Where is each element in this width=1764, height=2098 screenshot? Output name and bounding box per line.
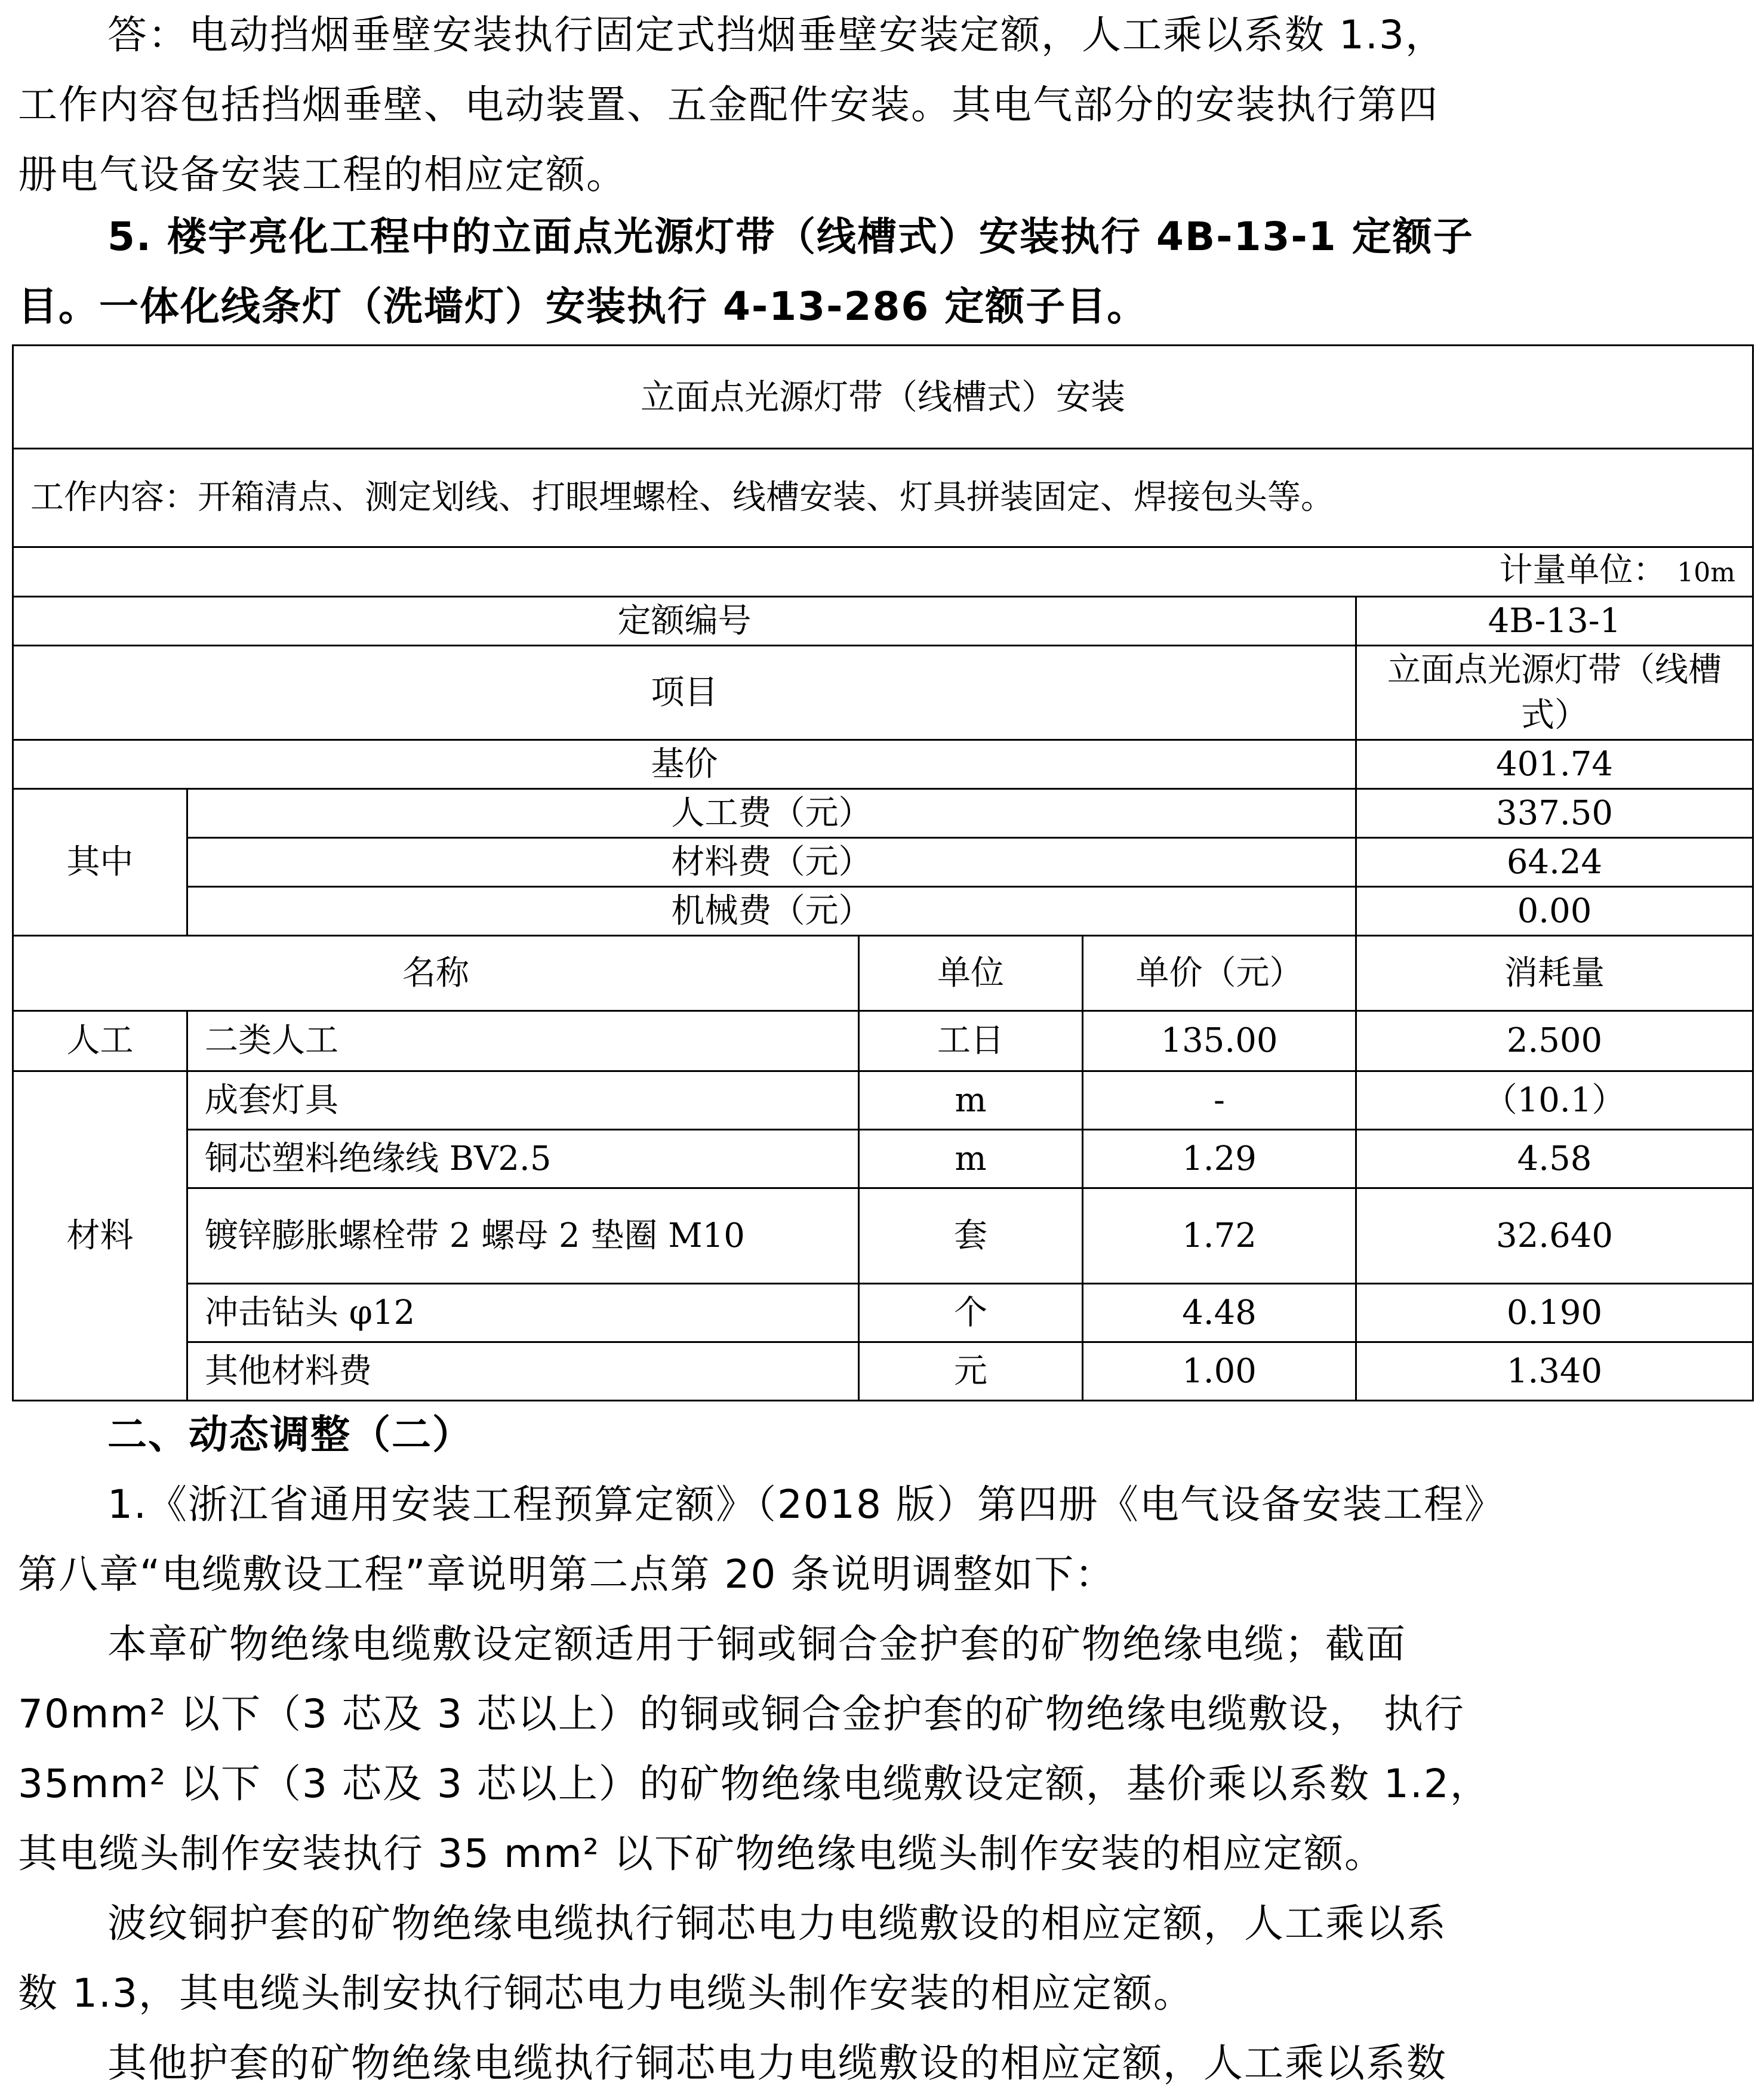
table-row [13,1011,1753,1071]
material-unit: 个 [859,1284,1083,1342]
header-price: 单价（元） [1083,936,1356,1011]
material-name: 镀锌膨胀螺栓带 2 螺母 2 垫圈 M10 [187,1188,859,1284]
answer-line-3: 册电气设备安装工程的相应定额。 [18,152,627,198]
adjustment-2-line-2: 70mm² 以下（3 芯及 3 芯以上）的铜或铜合金护套的矿物绝缘电缆敷设， 执行 [18,1691,1465,1737]
code-label: 定额编号 [13,597,1356,646]
material-name: 铜芯塑料绝缘线 BV2.5 [187,1130,859,1188]
base-price-value: 401.74 [1356,740,1753,789]
answer-line-2: 工作内容包括挡烟垂壁、电动装置、五金配件安装。其电气部分的安装执行第四 [18,82,1439,128]
item-5-paragraph [18,202,1737,341]
material-price: 1.72 [1083,1188,1356,1284]
work-content: 工作内容：开箱清点、测定划线、打眼埋螺栓、线槽安装、灯具拼装固定、焊接包头等。 [13,449,1753,547]
labor-cost-label: 人工费（元） [187,789,1356,838]
material-consumption: 32.640 [1356,1188,1753,1284]
adjustment-4-line-1: 其他护套的矿物绝缘电缆执行铜芯电力电缆敷设的相应定额，人工乘以系数 [107,2040,1447,2086]
material-unit: 元 [859,1342,1083,1401]
header-name: 名称 [13,936,859,1011]
material-group-label: 材料 [13,1071,187,1401]
of-which-label: 其中 [13,789,187,936]
adjustment-2-line-1: 本章矿物绝缘电缆敷设定额适用于铜或铜合金护套的矿物绝缘电缆；截面 [107,1621,1406,1667]
material-price: 1.00 [1083,1342,1356,1401]
material-unit: m [859,1071,1083,1130]
material-price: 4.48 [1083,1284,1356,1342]
quota-table [12,344,1754,1401]
adjustment-1-line-2: 第八章“电缆敷设工程”章说明第二点第 20 条说明调整如下： [18,1551,1116,1597]
material-unit: m [859,1130,1083,1188]
table-row [13,1342,1753,1401]
unit-value: 10m [1677,557,1735,588]
material-consumption: 1.340 [1356,1342,1753,1401]
adjustment-2-line-4: 其电缆头制作安装执行 35 mm² 以下矿物绝缘电缆头制作安装的相应定额。 [18,1831,1385,1877]
adjustment-1-line-1: 1.《浙江省通用安装工程预算定额》（2018 版）第四册《电气设备安装工程》 [107,1481,1505,1527]
adjustment-3-line-1: 波纹铜护套的矿物绝缘电缆执行铜芯电力电缆敷设的相应定额，人工乘以系 [107,1900,1447,1946]
material-name: 冲击钻头 φ12 [187,1284,859,1342]
unit-label: 计量单位： [1499,551,1667,590]
labor-cost-value: 337.50 [1356,789,1753,838]
adjustment-2-line-3: 35mm² 以下（3 芯及 3 芯以上）的矿物绝缘电缆敷设定额，基价乘以系数 1.2， [18,1761,1491,1807]
adjustment-paragraph-1 [18,1469,1737,1609]
table-title: 立面点光源灯带（线槽式）安装 [13,346,1753,449]
header-unit: 单位 [859,936,1083,1011]
labor-consumption: 2.500 [1356,1011,1753,1071]
material-cost-label: 材料费（元） [187,838,1356,887]
material-price: 1.29 [1083,1130,1356,1188]
adjustment-paragraph-3 [18,1888,1737,2028]
machine-cost-value: 0.00 [1356,887,1753,936]
material-consumption: 4.58 [1356,1130,1753,1188]
machine-cost-label: 机械费（元） [187,887,1356,936]
item-value: 立面点光源灯带（线槽式） [1356,646,1753,740]
adjustment-3-line-2: 数 1.3，其电缆头制安执行铜芯电力电缆头制作安装的相应定额。 [18,1970,1194,2016]
table-row [13,1071,1753,1130]
material-name: 成套灯具 [187,1071,859,1130]
item-5-line-2: 目。一体化线条灯（洗墙灯）安装执行 4-13-286 定额子目。 [18,284,1148,329]
adjustment-paragraph-4 [18,2028,1737,2098]
answer-line-1: 答：电动挡烟垂壁安装执行固定式挡烟垂壁安装定额，人工乘以系数 1.3， [107,12,1446,58]
base-price-label: 基价 [13,740,1356,789]
labor-unit: 工日 [859,1011,1083,1071]
item-label: 项目 [13,646,1356,740]
labor-price: 135.00 [1083,1011,1356,1071]
section-heading [18,1400,1737,1469]
section-heading-text: 二、动态调整（二） [107,1412,473,1458]
table-row [13,1130,1753,1188]
labor-name: 二类人工 [187,1011,859,1071]
material-name: 其他材料费 [187,1342,859,1401]
answer-paragraph [18,0,1737,210]
material-unit: 套 [859,1188,1083,1284]
measurement-unit [13,547,1753,597]
code-value: 4B-13-1 [1356,597,1753,646]
material-price: - [1083,1071,1356,1130]
header-consumption: 消耗量 [1356,936,1753,1011]
labor-group-label: 人工 [13,1011,187,1071]
table-row [13,1188,1753,1284]
material-consumption: 0.190 [1356,1284,1753,1342]
table-row [13,1284,1753,1342]
material-consumption: （10.1） [1356,1071,1753,1130]
material-cost-value: 64.24 [1356,838,1753,887]
item-5-line-1: 5. 楼宇亮化工程中的立面点光源灯带（线槽式）安装执行 4B-13-1 定额子 [107,214,1474,260]
adjustment-paragraph-2 [18,1609,1737,1888]
